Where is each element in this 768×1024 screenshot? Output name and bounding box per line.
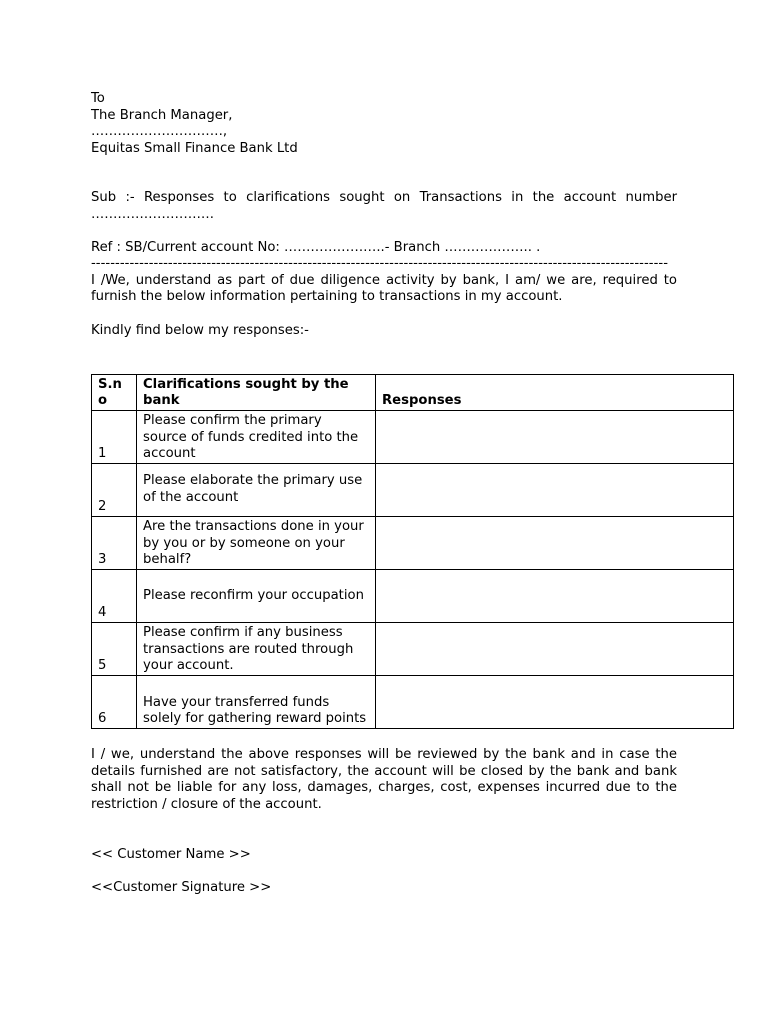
row-sno: 6 bbox=[92, 676, 137, 729]
response-cell[interactable] bbox=[376, 623, 734, 676]
table-row bbox=[92, 517, 734, 570]
row-sno: 4 bbox=[92, 570, 137, 623]
row-sno: 1 bbox=[92, 411, 137, 464]
table-header-row bbox=[92, 375, 734, 411]
response-cell[interactable] bbox=[376, 517, 734, 570]
response-cell[interactable] bbox=[376, 676, 734, 729]
branch-placeholder: …………………………, bbox=[91, 124, 228, 140]
row-clarification: Have your transferred funds solely for gathering reward points bbox=[137, 676, 376, 729]
subject-line: Sub :- Responses to clarifications sought on Transactions in the account number ………………………. bbox=[91, 190, 677, 222]
response-cell[interactable] bbox=[376, 411, 734, 464]
row-clarification: Are the transactions done in your by you or by someone on your behalf? bbox=[137, 517, 376, 570]
recipient-title: The Branch Manager, bbox=[91, 107, 233, 123]
table-row bbox=[92, 676, 734, 729]
table-row bbox=[92, 623, 734, 676]
row-sno: 5 bbox=[92, 623, 137, 676]
table-row bbox=[92, 570, 734, 623]
response-cell[interactable] bbox=[376, 570, 734, 623]
row-clarification: Please confirm the primary source of funds credited into the account bbox=[137, 411, 376, 464]
row-clarification: Please elaborate the primary use of the account bbox=[137, 464, 376, 517]
intro-paragraph: I /We, understand as part of due diligence activity by bank, I am/ we are, required to furnish the below information pertaining to transactions in my account. bbox=[91, 272, 677, 305]
row-sno: 3 bbox=[92, 517, 137, 570]
header-clarification: Clarifications sought by the bank bbox=[137, 375, 376, 411]
row-clarification: Please reconfirm your occupation bbox=[137, 570, 376, 623]
address-block bbox=[91, 91, 677, 157]
letter-page bbox=[91, 91, 677, 895]
bank-name: Equitas Small Finance Bank Ltd bbox=[91, 140, 298, 156]
response-cell[interactable] bbox=[376, 464, 734, 517]
header-responses: Responses bbox=[376, 375, 734, 411]
closing-statement: I / we, understand the above responses will be reviewed by the bank and in case the details furnished are not satisfactory, the account will be closed by the bank and bank shall not be liable for any loss, damages, charges, cost, expenses incurred due to the restriction / closure of the account. bbox=[91, 747, 677, 812]
customer-name-placeholder: << Customer Name >> bbox=[91, 847, 251, 862]
row-sno: 2 bbox=[92, 464, 137, 517]
row-clarification: Please confirm if any business transactions are routed through your account. bbox=[137, 623, 376, 676]
customer-signature-placeholder: <<Customer Signature >> bbox=[91, 880, 272, 895]
responses-intro: Kindly find below my responses:- bbox=[91, 322, 309, 338]
dashed-separator: ------------------------------------------------------------------------------------------------------------------------ bbox=[91, 256, 669, 272]
table-row bbox=[92, 464, 734, 517]
table-row bbox=[92, 411, 734, 464]
header-sno: S.no bbox=[92, 375, 137, 411]
reference-line: Ref : SB/Current account No: …………………..- Branch ……………….. . bbox=[91, 239, 541, 255]
clarifications-table bbox=[91, 374, 734, 729]
to-line: To bbox=[91, 91, 105, 106]
